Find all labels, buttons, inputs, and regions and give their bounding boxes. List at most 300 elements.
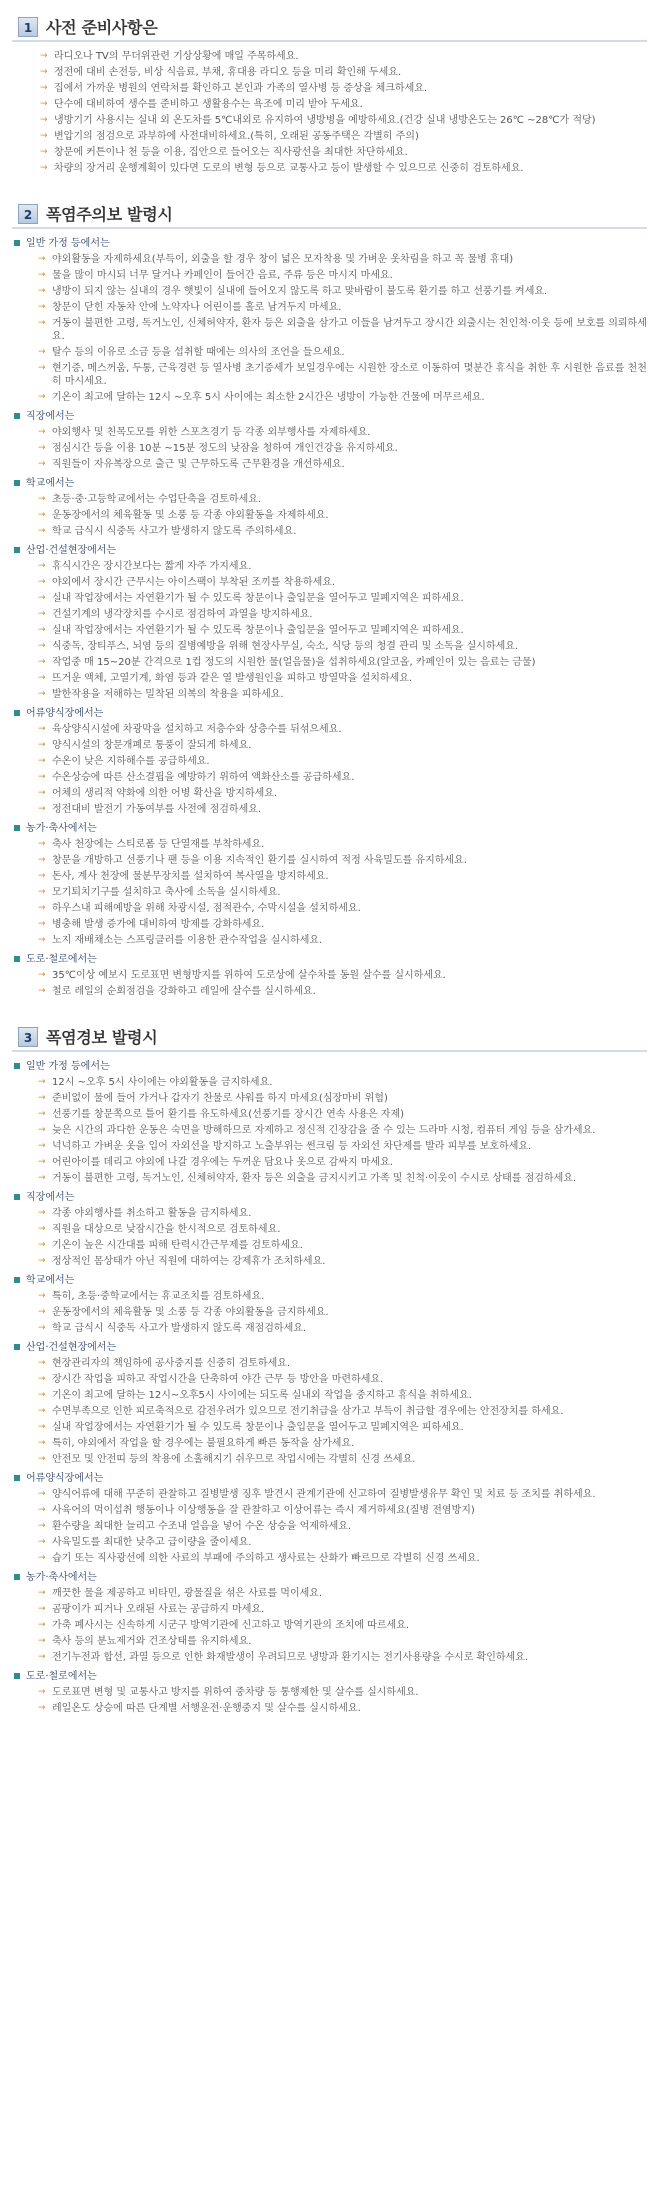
subgroup: [12, 237, 647, 404]
arrow-bullet-icon: →: [38, 919, 46, 929]
list-item: [26, 1619, 647, 1632]
arrow-bullet-icon: →: [38, 986, 46, 996]
subgroup-header: [12, 237, 647, 250]
item-text: 어린아이를 데리고 야외에 나갈 경우에는 두꺼운 담요나 옷으로 감싸지 마세요.: [52, 1157, 393, 1168]
list-item: [36, 66, 647, 79]
list-item: [26, 426, 647, 439]
item-text: 냉방기기 사용시는 실내 외 온도차를 5℃내외로 유지하여 냉방병을 예방하세요.(건강 실내 냉방온도는 26℃ ~28℃가 적당): [54, 115, 596, 126]
arrow-bullet-icon: →: [38, 1537, 46, 1547]
arrow-bullet-icon: →: [38, 347, 46, 357]
item-text: 안전모 및 안전띠 등의 착용에 소홀해지기 쉬우므로 작업시에는 각별히 신경 쓰세요.: [52, 1454, 416, 1465]
list-item: [26, 918, 647, 931]
list-item: [26, 362, 647, 388]
arrow-bullet-icon: →: [38, 1291, 46, 1301]
arrow-bullet-icon: →: [38, 1077, 46, 1087]
list-item: [36, 82, 647, 95]
list-item: [26, 1140, 647, 1153]
arrow-bullet-icon: →: [38, 1256, 46, 1266]
arrow-bullet-icon: →: [38, 903, 46, 913]
item-text: 모기퇴치기구를 설치하고 축사에 소독을 실시하세요.: [52, 887, 281, 898]
arrow-bullet-icon: →: [38, 577, 46, 587]
arrow-bullet-icon: →: [38, 1125, 46, 1135]
arrow-bullet-icon: →: [38, 1109, 46, 1119]
section-1: [12, 14, 647, 175]
list-item: [36, 146, 647, 159]
subgroup-title: 직장에서는: [26, 411, 75, 422]
section-header: [12, 1024, 647, 1052]
arrow-bullet-icon: →: [38, 1454, 46, 1464]
item-list: [12, 838, 647, 947]
subgroup: [12, 1274, 647, 1335]
item-text: 냉방이 되지 않는 실내의 경우 햇빛이 실내에 들어오지 않도록 하고 맞바람이 불도록 환기를 하고 선풍기를 켜세요.: [52, 286, 548, 297]
subgroup: [12, 707, 647, 816]
list-item: [26, 1306, 647, 1319]
list-item: [26, 723, 647, 736]
arrow-bullet-icon: →: [38, 254, 46, 264]
arrow-bullet-icon: →: [38, 788, 46, 798]
list-item: [26, 1405, 647, 1418]
subgroup-title: 어류양식장에서는: [26, 708, 104, 719]
subgroup-header: [12, 822, 647, 835]
item-text: 거동이 불편한 고령, 독거노인, 신체허약자, 환자 등은 외출을 삼가고 이들을 남겨두고 장시간 외출시는 친인척·이웃 등에 보호를 의뢰하세요.: [52, 318, 647, 342]
square-bullet-icon: [14, 710, 20, 716]
subgroup: [12, 1670, 647, 1715]
item-text: 실내 작업장에서는 자연환기가 될 수 있도록 창문이나 출입문을 열어두고 밀폐지역은 피하세요.: [52, 625, 464, 636]
section-header: [12, 201, 647, 229]
arrow-bullet-icon: →: [38, 1636, 46, 1646]
list-item: [26, 803, 647, 816]
item-text: 수면부족으로 인한 피로축적으로 감전우려가 있으므로 전기취급을 삼가고 부득이 취급할 경우에는 안전장치를 하세요.: [52, 1406, 564, 1417]
item-text: 점심시간 등을 이용 10분 ~15분 정도의 낮잠을 청하여 개인건강을 유지하세요.: [52, 443, 398, 454]
list-item: [26, 1357, 647, 1370]
arrow-bullet-icon: →: [38, 804, 46, 814]
subgroup: [12, 1191, 647, 1268]
subgroup: [12, 544, 647, 701]
list-item: [26, 317, 647, 343]
arrow-bullet-icon: →: [38, 1422, 46, 1432]
arrow-bullet-icon: →: [38, 625, 46, 635]
item-text: 돈사, 계사 천장에 물분무장치를 설치하여 복사열을 방지하세요.: [52, 871, 329, 882]
item-text: 넉넉하고 가벼운 옷을 입어 자외선을 방지하고 노출부위는 썬크림 등 자외선 차단제를 발라 피부를 보호하세요.: [52, 1141, 532, 1152]
item-text: 기온이 높은 시간대를 피해 탄력시간근무제를 검토하세요.: [52, 1240, 303, 1251]
list-item: [26, 672, 647, 685]
list-item: [26, 1239, 647, 1252]
subgroup-title: 학교에서는: [26, 1275, 75, 1286]
item-text: 직원을 대상으로 낮잠시간을 한시적으로 검토하세요.: [52, 1224, 281, 1235]
item-text: 집에서 가까운 병원의 연락처를 확인하고 본인과 가족의 열사병 등 증상을 체크하세요.: [54, 83, 428, 94]
arrow-bullet-icon: →: [38, 494, 46, 504]
list-item: [26, 1421, 647, 1434]
arrow-bullet-icon: →: [38, 1173, 46, 1183]
item-text: 학교 급식시 식중독 사고가 발생하지 않도록 주의하세요.: [52, 526, 297, 537]
square-bullet-icon: [14, 480, 20, 486]
list-item: [26, 442, 647, 455]
list-item: [26, 1488, 647, 1501]
arrow-bullet-icon: →: [38, 1505, 46, 1515]
subgroup-title: 도로·철로에서는: [26, 1671, 97, 1682]
section-title: 폭염경보 발령시: [46, 1027, 158, 1047]
arrow-bullet-icon: →: [38, 1093, 46, 1103]
item-list: [12, 1686, 647, 1715]
subgroup-header: [12, 707, 647, 720]
arrow-bullet-icon: →: [38, 1224, 46, 1234]
arrow-bullet-icon: →: [38, 855, 46, 865]
subgroup-title: 일반 가정 등에서는: [26, 238, 110, 249]
subgroup: [12, 1472, 647, 1565]
arrow-bullet-icon: →: [40, 67, 48, 77]
item-text: 라디오나 TV의 무더위관련 기상상황에 매일 주목하세요.: [54, 51, 299, 62]
arrow-bullet-icon: →: [38, 641, 46, 651]
list-item: [26, 1172, 647, 1185]
subgroup-header: [12, 1341, 647, 1354]
arrow-bullet-icon: →: [38, 839, 46, 849]
list-item: [26, 771, 647, 784]
arrow-bullet-icon: →: [38, 657, 46, 667]
item-text: 학교 급식시 식중독 사고가 발생하지 않도록 재점검하세요.: [52, 1323, 307, 1334]
list-item: [26, 1207, 647, 1220]
subgroup-header: [12, 477, 647, 490]
arrow-bullet-icon: →: [38, 286, 46, 296]
arrow-bullet-icon: →: [38, 689, 46, 699]
list-item: [26, 1124, 647, 1137]
item-text: 특히, 야외에서 작업을 할 경우에는 불필요하게 빠른 동작을 삼가세요.: [52, 1438, 355, 1449]
list-item: [26, 253, 647, 266]
arrow-bullet-icon: →: [38, 1157, 46, 1167]
item-text: 양식어류에 대해 꾸준히 관찰하고 질병발생 징후 발견시 관계기관에 신고하여 질병발생유무 확인 및 치료 등 조치를 취하세요.: [52, 1489, 596, 1500]
item-list: [12, 723, 647, 816]
list-item: [26, 560, 647, 573]
subgroup-title: 도로·철로에서는: [26, 954, 97, 965]
list-item: [26, 1389, 647, 1402]
arrow-bullet-icon: →: [38, 1703, 46, 1713]
section-title: 폭염주의보 발령시: [46, 204, 173, 224]
subgroup: [12, 822, 647, 947]
subgroup-header: [12, 1571, 647, 1584]
arrow-bullet-icon: →: [38, 561, 46, 571]
arrow-bullet-icon: →: [38, 887, 46, 897]
arrow-bullet-icon: →: [38, 1489, 46, 1499]
square-bullet-icon: [14, 413, 20, 419]
list-item: [26, 1603, 647, 1616]
arrow-bullet-icon: →: [38, 510, 46, 520]
item-text: 축사 등의 분뇨제거와 건조상태를 유지하세요.: [52, 1636, 252, 1647]
arrow-bullet-icon: →: [38, 1323, 46, 1333]
square-bullet-icon: [14, 547, 20, 553]
square-bullet-icon: [14, 1673, 20, 1679]
list-item: [26, 509, 647, 522]
section-2: [12, 201, 647, 998]
arrow-bullet-icon: →: [40, 99, 48, 109]
list-item: [26, 1290, 647, 1303]
arrow-bullet-icon: →: [38, 593, 46, 603]
item-text: 병충해 발생 증가에 대비하여 방제를 강화하세요.: [52, 919, 265, 930]
item-text: 육상양식시설에 차광막을 설치하고 저층수와 상층수를 뒤섞으세요.: [52, 724, 342, 735]
arrow-bullet-icon: →: [38, 392, 46, 402]
list-item: [36, 98, 647, 111]
item-text: 탈수 등의 이유로 소금 등을 섭취할 때에는 의사의 조언을 들으세요.: [52, 347, 345, 358]
subgroup: [12, 1060, 647, 1185]
item-list: [12, 1076, 647, 1185]
arrow-bullet-icon: →: [40, 83, 48, 93]
item-text: 운동장에서의 체육활동 및 소풍 등 각종 야외활동을 금지하세요.: [52, 1307, 329, 1318]
item-text: 뜨거운 액체, 고열기계, 화염 등과 같은 열 발생원인을 피하고 방열막을 설치하세요.: [52, 673, 413, 684]
item-list: [12, 969, 647, 998]
list-item: [26, 608, 647, 621]
square-bullet-icon: [14, 1475, 20, 1481]
section-number-badge: 3: [18, 1027, 38, 1047]
list-item: [26, 1453, 647, 1466]
square-bullet-icon: [14, 1277, 20, 1283]
subgroup-title: 학교에서는: [26, 478, 75, 489]
section-3: [12, 1024, 647, 1715]
arrow-bullet-icon: →: [38, 740, 46, 750]
arrow-bullet-icon: →: [40, 115, 48, 125]
subgroup-title: 농가·축사에서는: [26, 823, 97, 834]
item-list: [12, 493, 647, 538]
list-item: [26, 301, 647, 314]
subgroup-header: [12, 544, 647, 557]
item-text: 현기증, 메스꺼움, 두통, 근육경련 등 열사병 초기증세가 보일경우에는 시원한 장소로 이동하여 몇분간 휴식을 취한 후 시원한 음료를 천천히 마시세요.: [52, 363, 647, 387]
list-item: [26, 1322, 647, 1335]
list-item: [26, 525, 647, 538]
item-text: 늦은 시간의 과다한 운동은 숙면을 방해하므로 자제하고 정신적 긴장감을 줄 수 있는 드라마 시청, 컴퓨터 게임 등을 삼가세요.: [52, 1125, 596, 1136]
subgroup-header: [12, 1191, 647, 1204]
item-text: 전기누전과 합선, 과열 등으로 인한 화재발생이 우려되므로 냉방과 환기시는 전기사용량을 수시로 확인하세요.: [52, 1652, 529, 1663]
item-text: 작업중 매 15~20분 간격으로 1컵 정도의 시원한 물(얼음물)을 섭취하세요(알코올, 카페인이 있는 음료는 금물): [52, 657, 536, 668]
item-text: 노지 재배채소는 스프링클러를 이용한 관수작업을 실시하세요.: [52, 935, 323, 946]
item-text: 장시간 작업을 피하고 작업시간을 단축하여 야간 근무 등 방안을 마련하세요.: [52, 1374, 384, 1385]
subgroup: [12, 953, 647, 998]
item-text: 곰팡이가 피거나 오래된 사료는 공급하지 마세요.: [52, 1604, 265, 1615]
arrow-bullet-icon: →: [38, 935, 46, 945]
arrow-bullet-icon: →: [38, 1390, 46, 1400]
item-text: 정상적인 몸상태가 아닌 직원에 대하여는 강제휴가 조치하세요.: [52, 1256, 326, 1267]
list-item: [36, 114, 647, 127]
list-item: [26, 1092, 647, 1105]
subgroup-title: 일반 가정 등에서는: [26, 1061, 110, 1072]
item-text: 사육어의 먹이섭취 행동이나 이상행동을 잘 관찰하고 이상어류는 즉시 제거하세요(질병 전염방지): [52, 1505, 475, 1516]
list-item: [26, 1651, 647, 1664]
item-text: 사육밀도를 최대한 낮추고 급이량을 줄이세요.: [52, 1537, 252, 1548]
item-list: [12, 1207, 647, 1268]
list-item: [26, 1108, 647, 1121]
arrow-bullet-icon: →: [38, 1141, 46, 1151]
item-text: 특히, 초등·중학교에서는 휴교조치를 검토하세요.: [52, 1291, 265, 1302]
arrow-bullet-icon: →: [38, 1438, 46, 1448]
item-list: [12, 1290, 647, 1335]
arrow-bullet-icon: →: [40, 51, 48, 61]
item-text: 도로표면 변형 및 교통사고 방지를 위하여 중차량 등 통행제한 및 살수를 실시하세요.: [52, 1687, 419, 1698]
item-text: 정전에 대비 손전등, 비상 식음료, 부채, 휴대용 라디오 등을 미리 확인해 두세요.: [54, 67, 402, 78]
subgroup-header: [12, 1472, 647, 1485]
list-item: [36, 130, 647, 143]
list-item: [26, 624, 647, 637]
arrow-bullet-icon: →: [38, 1240, 46, 1250]
list-item: [26, 656, 647, 669]
subgroup: [12, 1571, 647, 1664]
item-text: 환수량을 최대한 늘리고 수조내 얼음을 넣어 수온 상승을 억제하세요.: [52, 1521, 352, 1532]
arrow-bullet-icon: →: [38, 673, 46, 683]
list-item: [26, 592, 647, 605]
list-item: [26, 886, 647, 899]
item-text: 야외행사 및 친목도모를 위한 스포츠경기 등 각종 외부행사를 자제하세요.: [52, 427, 371, 438]
item-text: 창문에 커튼이나 천 등을 이용, 집안으로 들어오는 직사광선을 최대한 차단하세요.: [54, 147, 408, 158]
list-item: [26, 1373, 647, 1386]
list-item: [26, 1076, 647, 1089]
arrow-bullet-icon: →: [38, 270, 46, 280]
subgroup-header: [12, 953, 647, 966]
arrow-bullet-icon: →: [38, 302, 46, 312]
arrow-bullet-icon: →: [38, 526, 46, 536]
item-text: 물을 많이 마시되 너무 달거나 카페인이 들어간 음료, 주류 등은 마시지 마세요.: [52, 270, 393, 281]
list-item: [26, 1520, 647, 1533]
item-list: [12, 1488, 647, 1565]
item-text: 준비없이 물에 들어 가거나 갑자기 찬물로 샤워를 하지 마세요(심장마비 위험): [52, 1093, 388, 1104]
square-bullet-icon: [14, 1063, 20, 1069]
item-text: 정전대비 발전기 가동여부를 사전에 점검하세요.: [52, 804, 262, 815]
list-item: [26, 1156, 647, 1169]
item-text: 양식시설의 창문개폐로 통풍이 잘되게 하세요.: [52, 740, 252, 751]
item-text: 식중독, 장티푸스, 뇌염 등의 질병예방을 위해 현장사무실, 숙소, 식당 등의 청결 관리 및 소독을 실시하세요.: [52, 641, 519, 652]
item-list: [12, 560, 647, 701]
square-bullet-icon: [14, 240, 20, 246]
item-text: 철로 레일의 순회점검을 강화하고 레일에 살수를 실시하세요.: [52, 986, 316, 997]
list-item: [26, 755, 647, 768]
item-text: 초등·중·고등학교에서는 수업단축을 검토하세요.: [52, 494, 262, 505]
list-item: [26, 576, 647, 589]
item-text: 12시 ~오후 5시 사이에는 야외활동을 금지하세요.: [52, 1077, 273, 1088]
section-header: [12, 14, 647, 42]
item-list: [12, 1587, 647, 1664]
item-text: 현장관리자의 책임하에 공사중지를 신중히 검토하세요.: [52, 1358, 291, 1369]
list-item: [26, 739, 647, 752]
arrow-bullet-icon: →: [38, 772, 46, 782]
item-text: 운동장에서의 체육활동 및 소풍 등 각종 야외활동을 자제하세요.: [52, 510, 329, 521]
item-text: 기온이 최고에 달하는 12시 ~오후 5시 사이에는 최소한 2시간은 냉방이 가능한 건물에 머무르세요.: [52, 392, 485, 403]
item-text: 선풍기를 창문쪽으로 틀어 환기를 유도하세요(선풍기를 장시간 연속 사용은 자제): [52, 1109, 405, 1120]
square-bullet-icon: [14, 1194, 20, 1200]
list-item: [26, 493, 647, 506]
arrow-bullet-icon: →: [38, 1652, 46, 1662]
section-number-badge: 2: [18, 204, 38, 224]
item-text: 레일온도 상승에 따른 단계별 서행운전·운행중지 및 살수를 실시하세요.: [52, 1703, 361, 1714]
item-list: [12, 426, 647, 471]
item-list: [12, 50, 647, 175]
item-text: 차량의 장거리 운행계획이 있다면 도로의 변형 등으로 교통사고 등이 발생할 수 있으므로 신중히 검토하세요.: [54, 163, 524, 174]
arrow-bullet-icon: →: [38, 459, 46, 469]
list-item: [26, 854, 647, 867]
arrow-bullet-icon: →: [38, 427, 46, 437]
list-item: [36, 162, 647, 175]
subgroup-title: 산업·건설현장에서는: [26, 1342, 117, 1353]
arrow-bullet-icon: →: [40, 163, 48, 173]
list-item: [26, 1635, 647, 1648]
item-text: 거동이 불편한 고령, 독거노인, 신체허약자, 환자 등은 외출을 금지시키고 가족 및 친척·이웃이 수시로 상태를 점검하세요.: [52, 1173, 577, 1184]
arrow-bullet-icon: →: [38, 1374, 46, 1384]
arrow-bullet-icon: →: [38, 1521, 46, 1531]
square-bullet-icon: [14, 825, 20, 831]
list-item: [26, 934, 647, 947]
list-item: [26, 969, 647, 982]
subgroup-title: 농가·축사에서는: [26, 1572, 97, 1583]
item-text: 수온이 낮은 지하해수를 공급하세요.: [52, 756, 210, 767]
arrow-bullet-icon: →: [38, 363, 46, 373]
list-item: [26, 870, 647, 883]
subgroup: [12, 477, 647, 538]
list-item: [26, 688, 647, 701]
list-item: [26, 1702, 647, 1715]
list-item: [26, 1223, 647, 1236]
list-item: [26, 787, 647, 800]
item-text: 건설기계의 냉각장치를 수시로 점검하여 과열을 방지하세요.: [52, 609, 313, 620]
item-text: 수온상승에 따른 산소결핍을 예방하기 위하여 액화산소를 공급하세요.: [52, 772, 355, 783]
item-text: 하우스내 피해예방을 위해 차광시설, 점적관수, 수막시설을 설치하세요.: [52, 903, 361, 914]
item-text: 축사 천장에는 스티로폼 등 단열재를 부착하세요.: [52, 839, 265, 850]
arrow-bullet-icon: →: [38, 1208, 46, 1218]
list-item: [26, 1255, 647, 1268]
item-list: [12, 253, 647, 404]
arrow-bullet-icon: →: [38, 970, 46, 980]
item-text: 창문을 개방하고 선풍기나 팬 등을 이용 지속적인 환기를 실시하여 적정 사육밀도를 유지하세요.: [52, 855, 467, 866]
item-text: 실내 작업장에서는 자연환기가 될 수 있도록 창문이나 출입문을 열어두고 밀폐지역은 피하세요.: [52, 1422, 464, 1433]
list-item: [26, 902, 647, 915]
item-text: 각종 야외행사를 취소하고 활동을 금지하세요.: [52, 1208, 252, 1219]
subgroup-header: [12, 1274, 647, 1287]
arrow-bullet-icon: →: [38, 724, 46, 734]
arrow-bullet-icon: →: [40, 147, 48, 157]
item-text: 변압기의 점검으로 과부하에 사전대비하세요.(특히, 오래된 공동주택은 각별히 주의): [54, 131, 419, 142]
arrow-bullet-icon: →: [38, 1620, 46, 1630]
item-text: 실내 작업장에서는 자연환기가 될 수 있도록 창문이나 출입문을 열어두고 밀폐지역은 피하세요.: [52, 593, 464, 604]
arrow-bullet-icon: →: [38, 1604, 46, 1614]
list-item: [26, 391, 647, 404]
list-item: [26, 640, 647, 653]
square-bullet-icon: [14, 1574, 20, 1580]
subgroup-title: 산업·건설현장에서는: [26, 545, 117, 556]
item-text: 어체의 생리적 약화에 의한 어병 확산을 방지하세요.: [52, 788, 278, 799]
list-item: [26, 1552, 647, 1565]
list-item: [26, 346, 647, 359]
item-text: 깨끗한 물을 제공하고 비타민, 광물질을 섞은 사료를 먹이세요.: [52, 1588, 323, 1599]
item-text: 가축 폐사시는 신속하게 시군구 방역기관에 신고하고 방역기관의 조치에 따르세요.: [52, 1620, 410, 1631]
item-list: [12, 1357, 647, 1466]
list-item: [26, 269, 647, 282]
section-title: 사전 준비사항은: [46, 17, 158, 37]
subgroup-title: 어류양식장에서는: [26, 1473, 104, 1484]
subgroup: [12, 1341, 647, 1466]
arrow-bullet-icon: →: [38, 756, 46, 766]
subgroup-header: [12, 1060, 647, 1073]
list-item: [26, 1437, 647, 1450]
arrow-bullet-icon: →: [38, 318, 46, 328]
list-item: [26, 838, 647, 851]
list-item: [26, 985, 647, 998]
square-bullet-icon: [14, 1344, 20, 1350]
item-text: 야외에서 장시간 근무시는 아이스팩이 부착된 조끼를 착용하세요.: [52, 577, 336, 588]
subgroup: [12, 410, 647, 471]
arrow-bullet-icon: →: [38, 1406, 46, 1416]
item-text: 휴식시간은 장시간보다는 짧게 자주 가지세요.: [52, 561, 252, 572]
list-item: [36, 50, 647, 63]
item-text: 기온이 최고에 달하는 12시~오후5시 사이에는 되도록 실내외 작업을 중지하고 휴식을 취하세요.: [52, 1390, 472, 1401]
subgroup-header: [12, 410, 647, 423]
arrow-bullet-icon: →: [38, 871, 46, 881]
item-text: 야외활동을 자제하세요(부득이, 외출을 할 경우 창이 넓은 모자착용 및 가벼운 옷차림을 하고 꼭 물병 휴대): [52, 254, 514, 265]
arrow-bullet-icon: →: [38, 1307, 46, 1317]
arrow-bullet-icon: →: [38, 1588, 46, 1598]
section-number-badge: 1: [18, 17, 38, 37]
subgroup-title: 직장에서는: [26, 1192, 75, 1203]
